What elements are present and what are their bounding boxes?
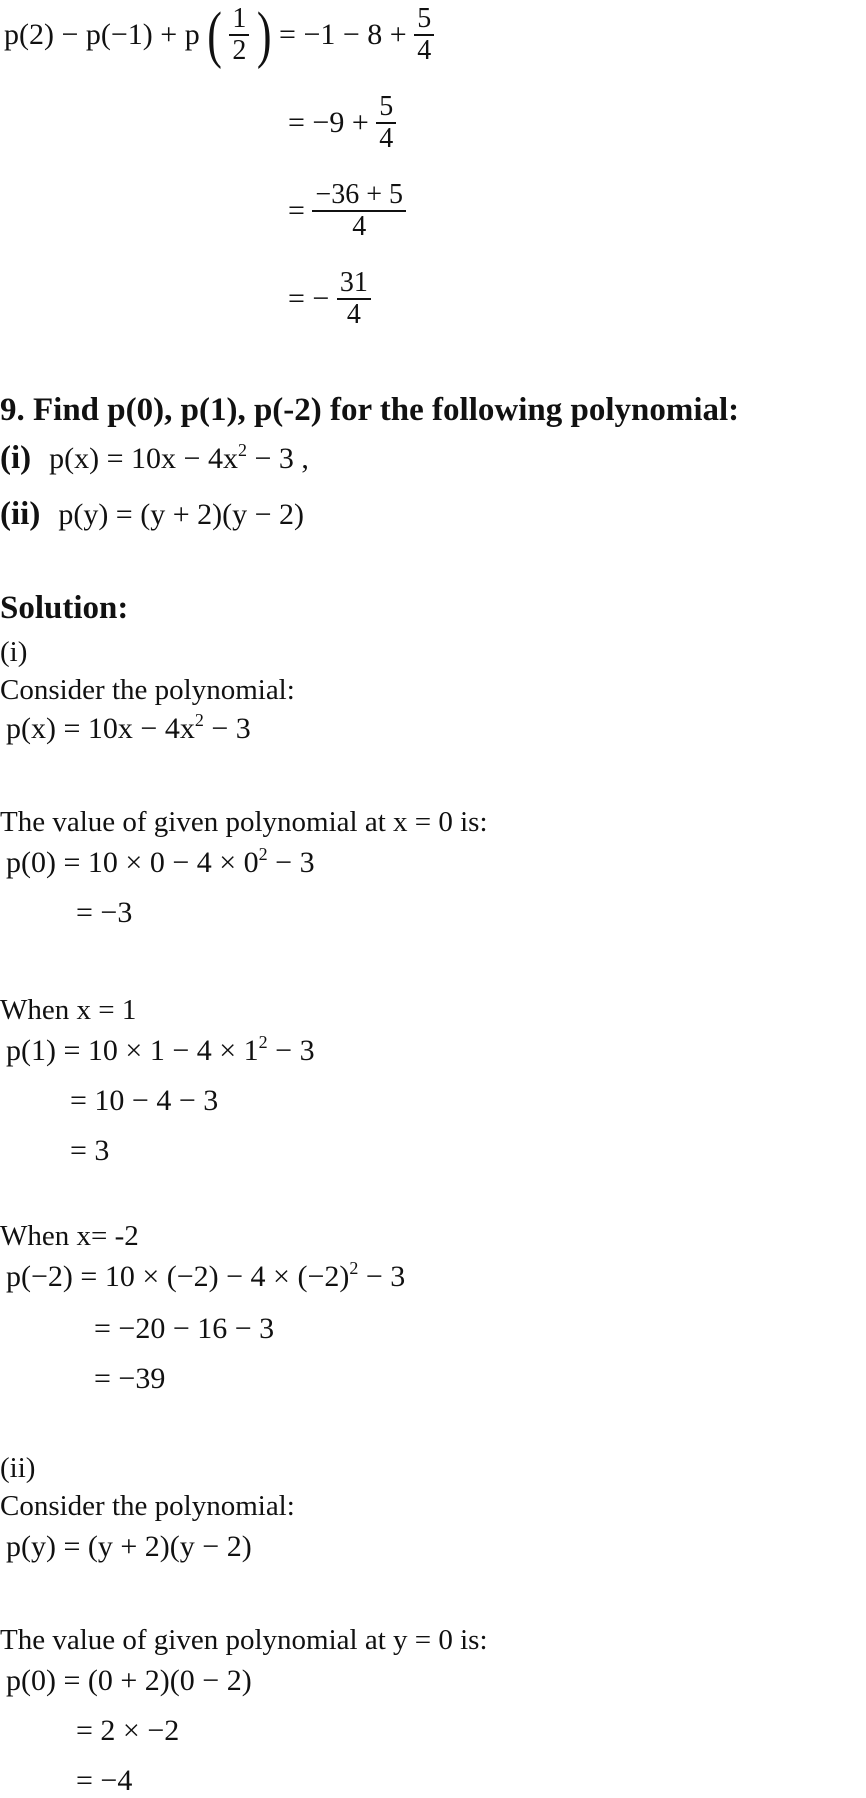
eval-x0-line-1: $p(0) = 10 \times 0 - 4 \times 0^2 - 3$: [6, 844, 315, 879]
question-part-i: (i) $p(x) = 10x - 4x^2 - 3$ ,: [0, 440, 309, 476]
open-paren: (: [207, 0, 222, 70]
calc-line-3: = $\frac{-36 + 5}{4}$: [288, 180, 406, 242]
eval-y0-line-3: = −4: [76, 1764, 133, 1797]
consider-text: Consider the polynomial:: [0, 674, 295, 706]
value-at-x0-text: The value of given polynomial at x = 0 is:: [0, 806, 488, 838]
eval-xm2-line-3: = −39: [94, 1362, 166, 1395]
fraction-sum-over-four: $\frac{-36 + 5}{4}$: [312, 180, 406, 242]
part-label: (ii): [0, 496, 41, 532]
close-paren: ): [256, 0, 272, 70]
part-ii-label: (ii): [0, 1452, 36, 1484]
fraction-one-half: $\frac{1}{2}$: [229, 4, 249, 66]
eval-x1-line-3: = 3: [70, 1134, 110, 1167]
calc-lhs: p(2) − p(−1) + p: [4, 18, 200, 51]
when-x1-text: When x = 1: [0, 994, 137, 1026]
calc-line-2: = −9 + $\frac{5}{4}$: [288, 92, 396, 154]
question-heading: 9. Find p(0), p(1), p(-2) for the following polynomial:: [0, 392, 740, 428]
eval-xm2-line-2: = −20 − 16 − 3: [94, 1312, 275, 1345]
eval-x1-line-1: $p(1) = 10 \times 1 - 4 \times 1^2 - 3$: [6, 1032, 315, 1067]
when-xm2-text: When x= -2: [0, 1220, 139, 1252]
eval-x0-line-2: = −3: [76, 896, 133, 929]
calc-rhs-1: = −1 − 8 +: [279, 18, 407, 51]
fraction-result: $\frac{31}{4}$: [337, 268, 371, 330]
fraction-five-fourths: $\frac{5}{4}$: [414, 4, 434, 66]
solution-heading: Solution:: [0, 590, 129, 626]
eval-x1-line-2: = 10 − 4 − 3: [70, 1084, 219, 1117]
eval-y0-line-2: = 2 × −2: [76, 1714, 180, 1747]
eval-y0-line-1: p(0) = (0 + 2)(0 − 2): [6, 1664, 252, 1697]
calc-line-4: = − $\frac{31}{4}$: [288, 268, 371, 330]
question-part-ii: (ii) p(y) = (y + 2)(y − 2): [0, 496, 305, 532]
calc-line-1: [4, 0, 434, 70]
eval-xm2-line-1: $p(-2) = 10 \times (-2) - 4 \times (-2)^2 - 3$: [6, 1258, 406, 1293]
value-at-y0-text: The value of given polynomial at y = 0 is:: [0, 1624, 488, 1656]
polynomial-px: $p(x) = 10x - 4x^2 - 3$: [6, 710, 251, 745]
fraction-five-fourths-2: $\frac{5}{4}$: [376, 92, 396, 154]
polynomial-py: p(y) = (y + 2)(y − 2): [6, 1530, 252, 1563]
part-label: (i): [0, 440, 32, 476]
consider-text-ii: Consider the polynomial:: [0, 1490, 295, 1522]
part-i-label: (i): [0, 636, 28, 668]
